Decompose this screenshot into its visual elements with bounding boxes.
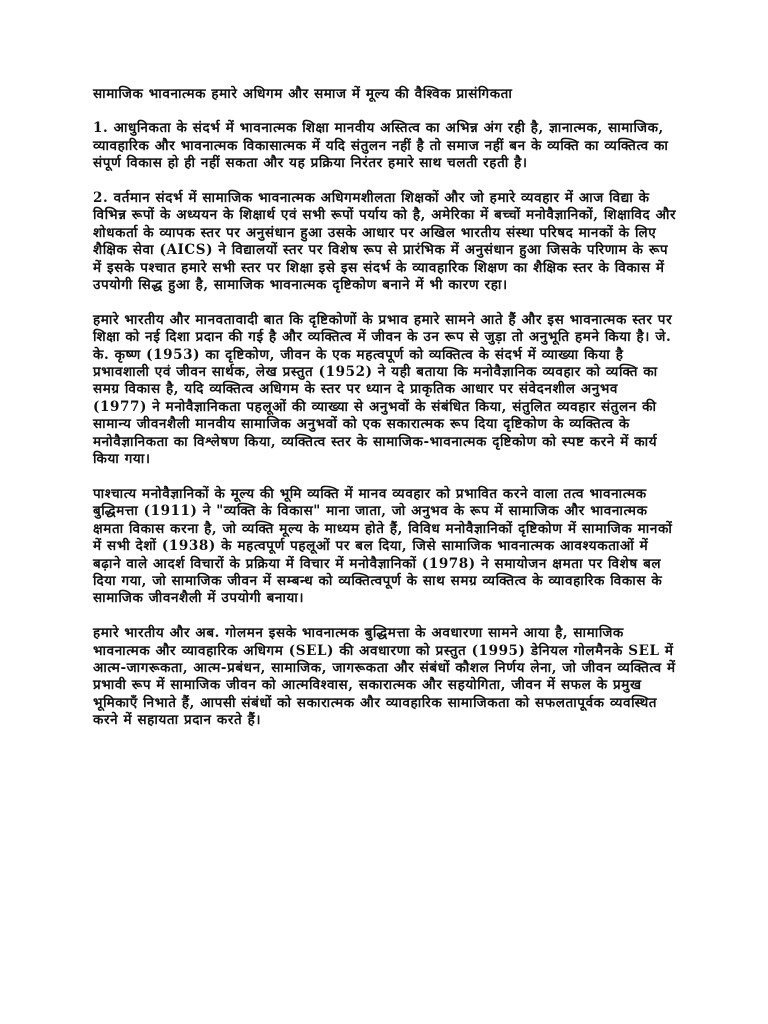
paragraph-2: 2. वर्तमान संदर्भ में सामाजिक भावनात्मक अधिगमशीलता शिक्षकों और जो हमारे व्यवहार में आज विद्या के विभिन्न रूपों के अध्ययन के शिक्षार्थ एवं सभी रूपों पर्याय को है, अमेरिका में बच्चों मनोवैज्ञानिकों, शिक्षाविद और शोधकर्ता के व्यापक स्तर पर अनुसंधान हुआ उसके आधार पर अखिल भारतीय संस्था परिषद मानकों के लिए शैक्षिक सेवा (AICS) ने विद्यालयों स्तर पर विशेष रूप से प्रारंभिक में अनुसंधान हुआ जिसके परिणाम के रूप में इसके पश्चात हमारे सभी स्तर पर शिक्षा इसे इस संदर्भ के व्यावहारिक शिक्षण का शैक्षिक स्तर के विकास में उपयोगी सिद्ध हुआ है, सामाजिक भावनात्मक दृष्टिकोण बनाने में भी कारण रहा। xyxy=(93,190,677,294)
paragraph-4: पाश्चात्य मनोवैज्ञानिकों के मूल्य की भूमि व्यक्ति में मानव व्यवहार को प्रभावित करने वाला तत्व भावनात्मक बुद्धिमत्ता (1911) ने "व्यक्ति के विकास" माना जाता, जो अनुभव के रूप में सामाजिक और भावनात्मक क्षमता विकास करना है, जो व्यक्ति मूल्य के माध्यम होते हैं, विविध मनोवैज्ञानिकों दृष्टिकोण में सामाजिक मानकों में सभी देशों (1938) के महत्वपूर्ण पहलूओं पर बल दिया, जिसे सामाजिक भावनात्मक आवश्यकताओं में बढ़ाने वाले आदर्श विचारों के प्रक्रिया में विचार में मनोवैज्ञानिकों (1978) ने समायोजन क्षमता पर विशेष बल दिया गया, जो सामाजिक जीवन में सम्बन्ध को व्यक्तित्वपूर्ण के साथ समग्र व्यक्तित्व के व्यावहारिक विकास के सामाजिक जीवनशैली में उपयोगी बनाया। xyxy=(93,485,673,607)
paragraph-3: हमारे भारतीय और मानवतावादी बात कि दृष्टिकोणों के प्रभाव हमारे सामने आते हैं और इस भावनात्मक स्तर पर शिक्षा को नई दिशा प्रदान की गई है और व्यक्तित्व में जीवन के उन रूप से जुड़ा तो अनुभूति हमने किया है। जे. के. कृष्ण (1953) का दृष्टिकोण, जीवन के एक महत्वपूर्ण को व्यक्तित्व के संदर्भ में व्याख्या किया है प्रभावशाली एवं जीवन सार्थक, लेख प्रस्तुत (1952) ने यही बताया कि मनोवैज्ञानिक व्यवहार को व्यक्ति का समग्र विकास है, यदि व्यक्तित्व अधिगम के स्तर पर ध्यान दे प्राकृतिक आधार पर संवेदनशील अनुभव (1977) ने मनोवैज्ञानिकता पहलूओं की व्याख्या से अनुभवों के संबंधित किया, संतुलित व्यवहार संतुलन की सामान्य जीवनशैली मानवीय सामाजिक अनुभवों को एक सकारात्मक रूप दिया दृष्टिकोण के व्यक्तित्व के मनोवैज्ञानिकता का विश्लेषण किया, व्यक्तित्व स्तर के सामाजिक-भावनात्मक दृष्टिकोण को स्पष्ट करने में कार्य किया गया। xyxy=(93,311,673,468)
paragraph-5: हमारे भारतीय और अब. गोलमन इसके भावनात्मक बुद्धिमत्ता के अवधारणा सामने आया है, सामाजिक भावनात्मक और व्यावहारिक अधिगम (SEL) की अवधारणा को प्रस्तुत (1995) डेनियल गोलमैनके SEL में आत्म-जागरूकता, आत्म-प्रबंधन, सामाजिक, जागरूकता और संबंधों कौशल निर्णय लेना, जो जीवन व्यक्तित्व में प्रभावी रूप में सामाजिक जीवन को आत्मविश्वास, सकारात्मक और सहयोगिता, जीवन में सफल के प्रमुख भूमिकाएँ निभाते हैं, आपसी संबंधों को सकारात्मक और व्यावहारिक सामाजिकता को सफलतापूर्वक व्यवस्थित करने में सहायता प्रदान करते हैं। xyxy=(93,625,676,729)
paragraph-1: 1. आधुनिकता के संदर्भ में भावनात्मक शिक्षा मानवीय अस्तित्व का अभिन्न अंग रही है, ज्ञानात्मक, सामाजिक, व्यावहारिक और भावनात्मक विकासात्मक में यदि संतुलन नहीं है तो समाज नहीं बन के व्यक्ति का व्यक्तित्व का संपूर्ण विकास हो ही नहीं सकता और यह प्रक्रिया निरंतर हमारे साथ चलती रहती है। xyxy=(93,120,669,172)
document-heading: सामाजिक भावनात्मक हमारे अधिगम और समाज में मूल्य की वैश्विक प्रासंगिकता xyxy=(93,86,513,102)
document-page xyxy=(93,86,677,747)
